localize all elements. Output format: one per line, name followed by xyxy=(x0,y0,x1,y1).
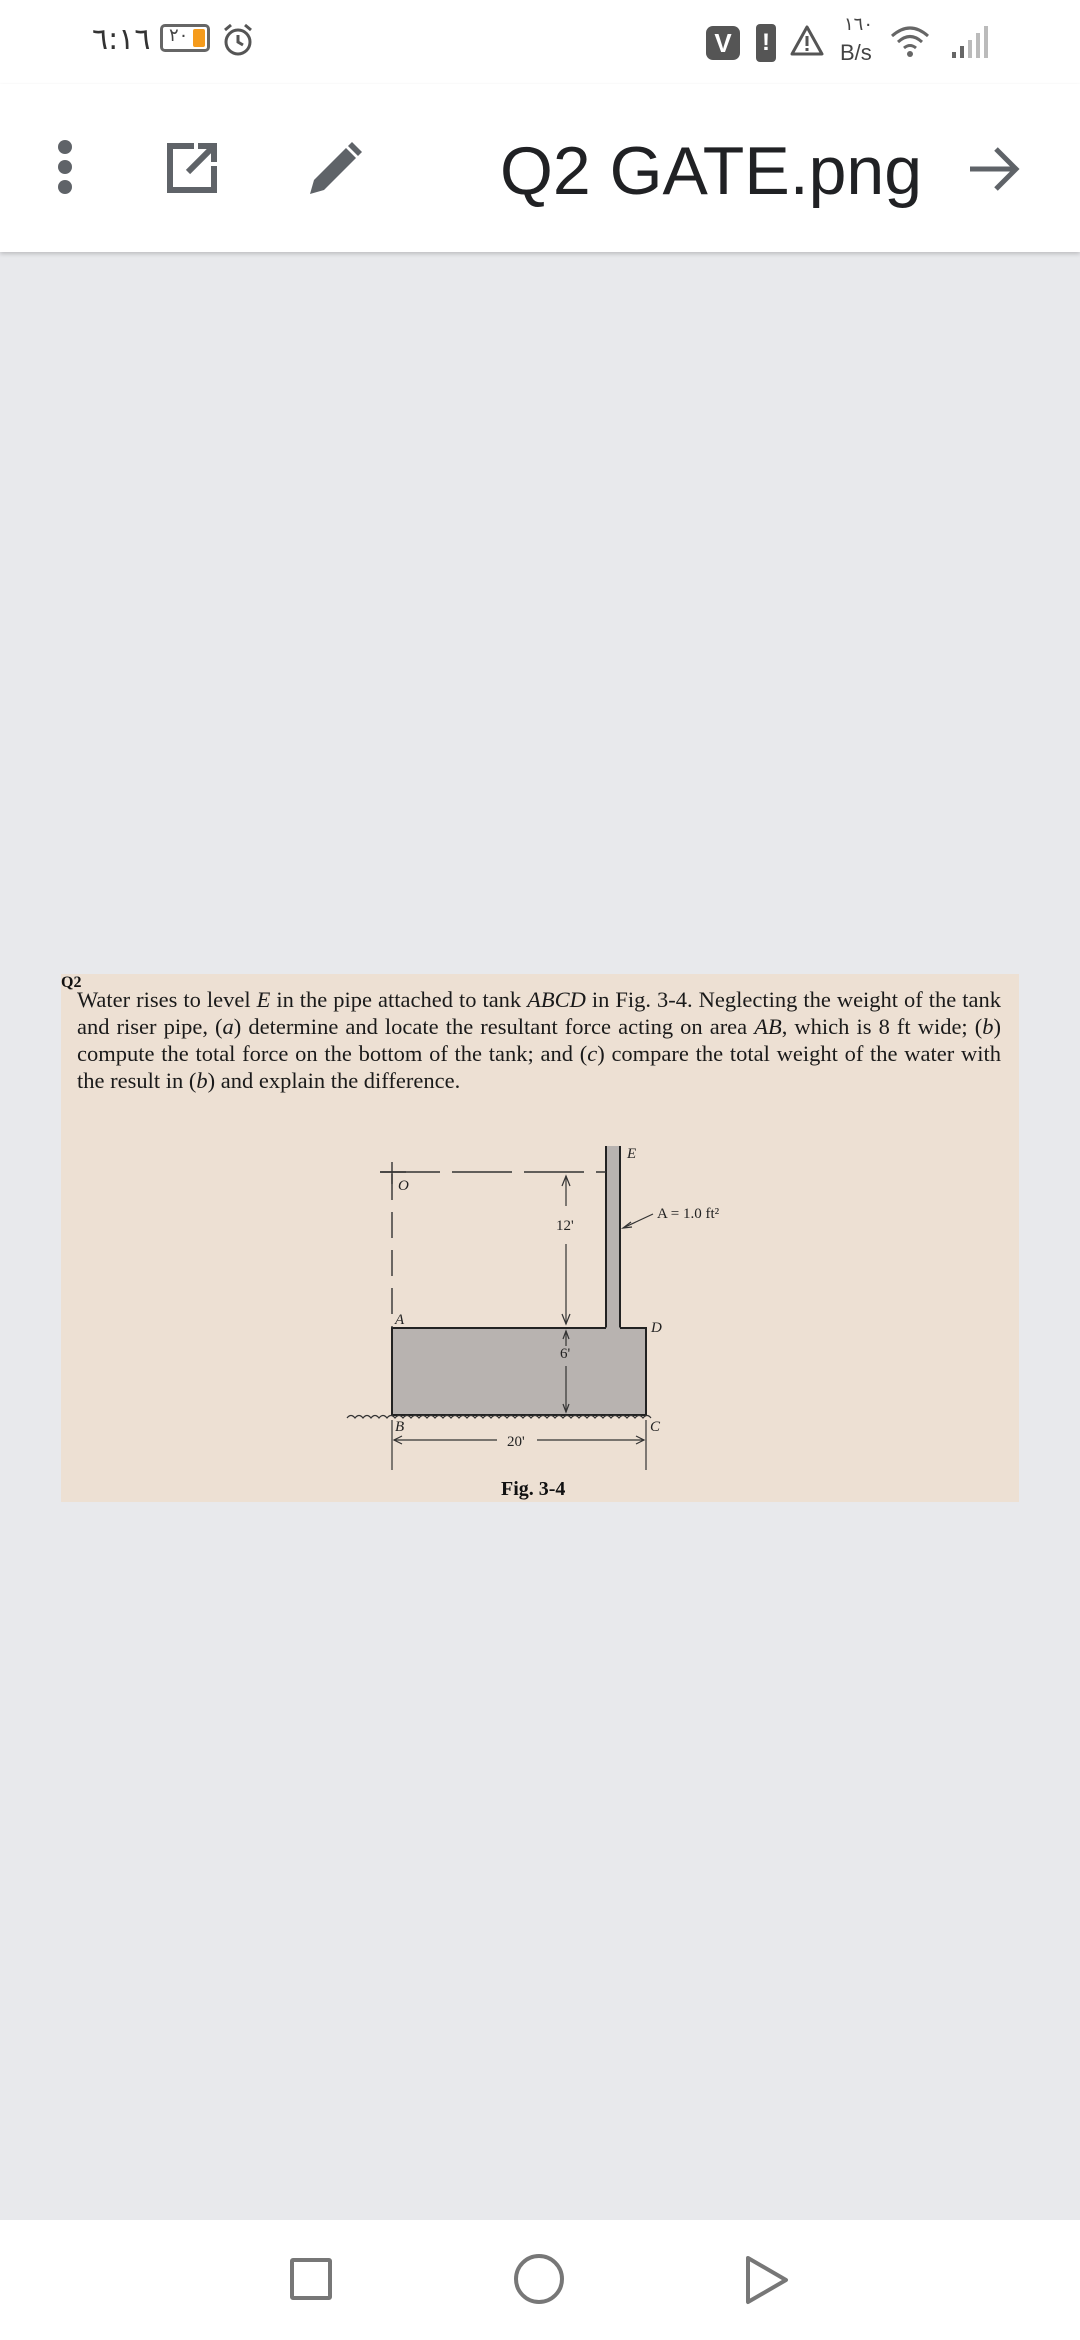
sim-alert-icon: ! xyxy=(756,24,776,62)
dim-6-label: 6' xyxy=(560,1346,571,1362)
battery-level: ٢٠ xyxy=(169,25,189,46)
status-time: ٦:١٦ xyxy=(92,22,151,57)
warning-icon xyxy=(790,24,824,58)
label-o: O xyxy=(398,1178,409,1194)
signal-icon xyxy=(950,24,990,60)
label-b: B xyxy=(395,1419,405,1435)
area-label: A = 1.0 ft² xyxy=(657,1206,720,1222)
status-bar xyxy=(0,0,1080,84)
vpn-icon: V xyxy=(706,26,740,60)
top-app-bar xyxy=(0,84,1080,252)
home-icon[interactable] xyxy=(514,2254,564,2304)
alarm-icon xyxy=(220,22,256,58)
figure-caption: Fig. 3-4 xyxy=(501,1478,566,1500)
net-speed-unit: B/s xyxy=(840,40,872,65)
label-a: A xyxy=(395,1312,405,1328)
label-e: E xyxy=(627,1146,637,1162)
tank-figure xyxy=(61,974,1019,1502)
wifi-icon xyxy=(890,24,930,60)
more-vert-icon[interactable] xyxy=(50,140,80,200)
label-c: C xyxy=(650,1419,661,1435)
tank-body xyxy=(392,1328,646,1415)
battery-icon xyxy=(160,24,210,52)
open-in-new-icon[interactable] xyxy=(164,140,220,196)
problem-text: Water rises to level E in the pipe attached to tank ABCD in Fig. 3-4. Neglecting the weight of the tank and riser pipe, (a) determine and locate the resultant force acting on area AB, which is 8 ft wide; (b) compute the total force on the bottom of the tank; and (c) compare the total weight of the water with the result in (b) and explain the difference. xyxy=(77,987,1001,1093)
recent-apps-icon[interactable] xyxy=(290,2258,332,2300)
image-content xyxy=(61,974,1019,1502)
dim-20-label: 20' xyxy=(507,1434,525,1450)
navigation-bar xyxy=(0,2220,1080,2340)
back-icon[interactable] xyxy=(744,2254,790,2306)
riser-pipe xyxy=(606,1146,620,1329)
edit-icon[interactable] xyxy=(306,140,364,198)
question-label: Q2 xyxy=(61,974,82,991)
file-title: Q2 GATE.png xyxy=(500,133,923,209)
arrow-forward-icon[interactable] xyxy=(966,144,1022,194)
label-d: D xyxy=(651,1320,662,1336)
dim-12-label: 12' xyxy=(556,1218,574,1234)
net-speed-value: ١٦٠ xyxy=(844,14,874,35)
